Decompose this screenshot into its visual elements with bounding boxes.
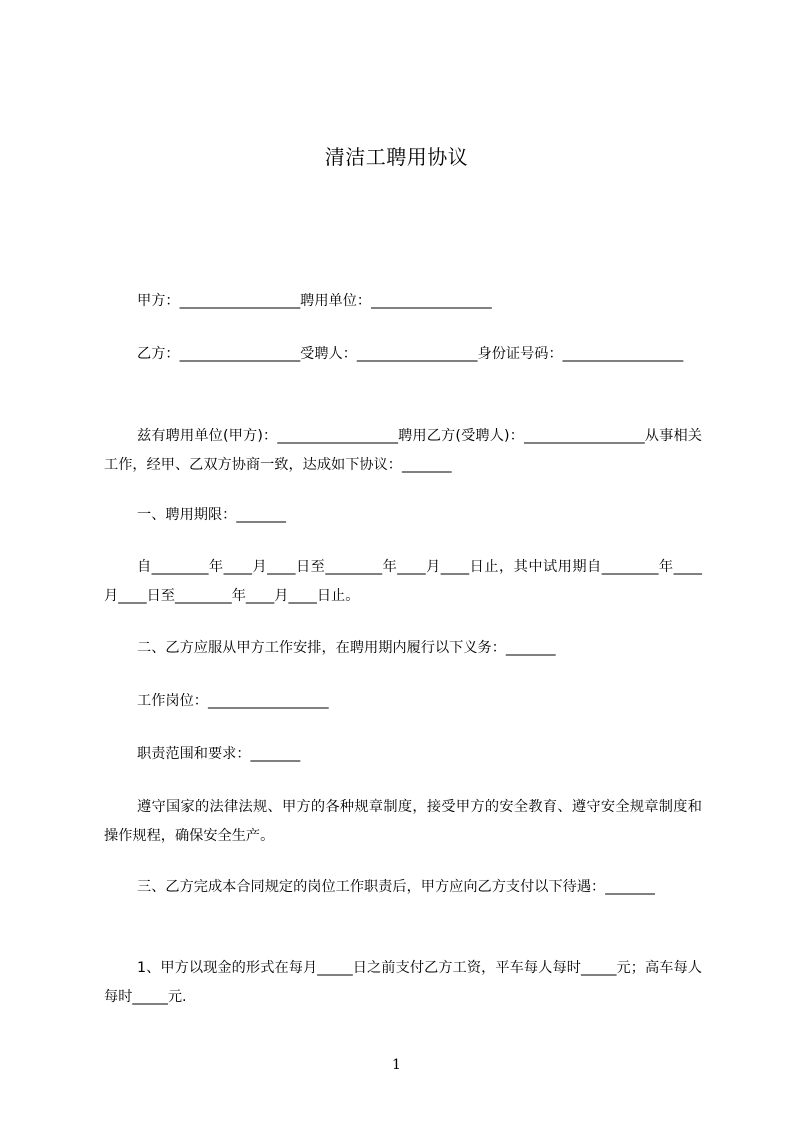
document-title: 清洁工聘用协议 xyxy=(324,145,469,169)
section-2-heading: 二、乙方应服从甲方工作安排，在聘用期内履行以下义务：_______ xyxy=(137,640,556,656)
payment-paragraph: 1、甲方以现金的形式在每月_____日之前支付乙方工资，平车每人每时_____元；高车每人每时_____元. xyxy=(104,960,702,1005)
party-a-line: 甲方：_________________聘用单位：_________________ xyxy=(137,293,492,309)
section-1-heading: 一、聘用期限：_______ xyxy=(137,507,286,523)
job-position-line: 工作岗位：_________________ xyxy=(137,693,329,709)
term-paragraph: 自________年____月____日至________年____月____日止，其中试用期自________年____月____日至________年____月____日止。 xyxy=(104,559,702,604)
page-number: 1 xyxy=(392,1057,401,1073)
party-b-line: 乙方：_________________受聘人：_________________身份证号码：_________________ xyxy=(137,346,684,362)
compliance-paragraph: 遵守国家的法律法规、甲方的各种规章制度，接受甲方的安全教育、遵守安全规章制度和操作规程，确保安全生产。 xyxy=(104,799,702,844)
duties-line: 职责范围和要求：_______ xyxy=(137,746,301,762)
intro-paragraph: 兹有聘用单位(甲方)：_________________聘用乙方(受聘人)：_________________从事相关工作，经甲、乙双方协商一致，达成如下协议：_______ xyxy=(104,428,702,473)
section-3-heading: 三、乙方完成本合同规定的岗位工作职责后，甲方应向乙方支付以下待遇：_______ xyxy=(137,879,655,895)
